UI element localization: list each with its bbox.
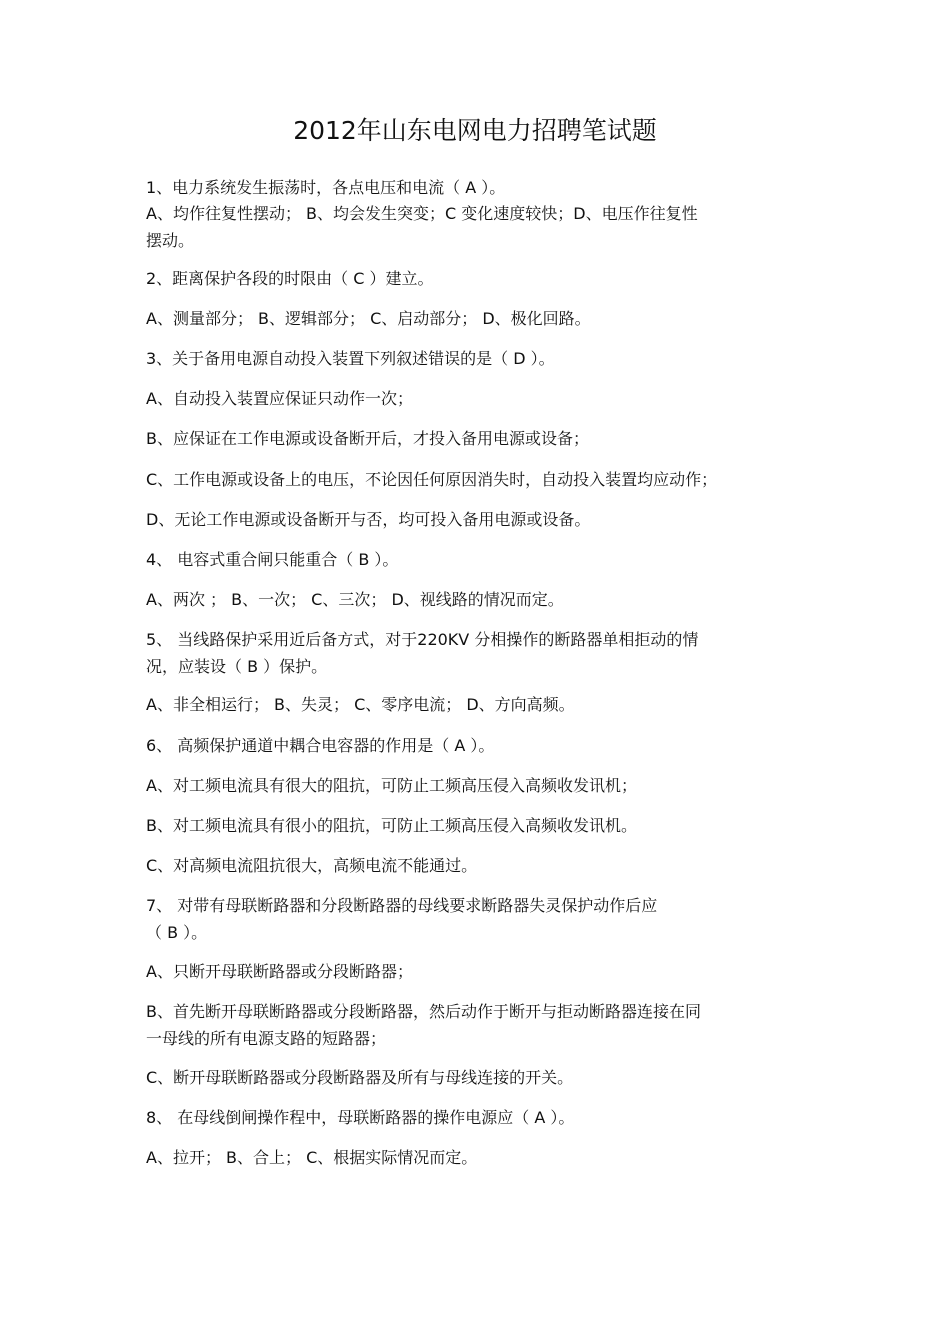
- q5-stem: 5、 当线路保护采用近后备方式，对于220KV 分相操作的断路器单相拒动的情: [146, 630, 699, 649]
- q5-options: A、非全相运行； B、失灵； C、零序电流； D、方向高频。: [146, 695, 575, 714]
- q4-options: A、两次 ； B、一次； C、三次； D、视线路的情况而定。: [146, 590, 564, 609]
- q8-stem: 8、 在母线倒闸操作程中，母联断路器的操作电源应（ A ）。: [146, 1108, 575, 1127]
- q4-stem: 4、 电容式重合闸只能重合（ B ）。: [146, 550, 399, 569]
- q1-stem: 1、电力系统发生振荡时，各点电压和电流（ A ）。: [146, 178, 506, 197]
- q7-option-c: C、断开母联断路器或分段断路器及所有与母线连接的开关。: [146, 1068, 574, 1087]
- q7-option-b-cont: 一母线的所有电源支路的短路器；: [146, 1029, 387, 1048]
- q2-stem: 2、距离保护各段的时限由（ C ）建立。: [146, 269, 434, 288]
- q1-options-cont: 摆动。: [146, 231, 195, 250]
- q5-stem-cont: 况，应装设（ B ）保护。: [146, 657, 328, 676]
- q2-options: A、测量部分； B、逻辑部分； C、启动部分； D、极化回路。: [146, 309, 591, 328]
- q3-stem: 3、关于备用电源自动投入装置下列叙述错误的是（ D ）。: [146, 349, 555, 368]
- q6-option-c: C、对高频电流阻抗很大，高频电流不能通过。: [146, 856, 478, 875]
- q7-option-a: A、只断开母联断路器或分段断路器；: [146, 962, 413, 981]
- q3-option-b: B、应保证在工作电源或设备断开后，才投入备用电源或设备；: [146, 429, 589, 448]
- document-title: 2012年山东电网电力招聘笔试题: [293, 116, 657, 145]
- q8-options: A、拉开； B、合上； C、根据实际情况而定。: [146, 1148, 478, 1167]
- q3-option-d: D、无论工作电源或设备断开与否，均可投入备用电源或设备。: [146, 510, 591, 529]
- q6-option-a: A、对工频电流具有很大的阻抗，可防止工频高压侵入高频收发讯机；: [146, 776, 637, 795]
- q7-option-b: B、首先断开母联断路器或分段断路器，然后动作于断开与拒动断路器连接在同: [146, 1002, 701, 1021]
- q7-stem: 7、 对带有母联断路器和分段断路器的母线要求断路器失灵保护动作后应: [146, 896, 658, 915]
- q3-option-a: A、自动投入装置应保证只动作一次；: [146, 389, 413, 408]
- q1-options: A、均作往复性摆动； B、均会发生突变；C 变化速度较快；D、电压作往复性: [146, 204, 698, 223]
- q3-option-c: C、工作电源或设备上的电压，不论因任何原因消失时，自动投入装置均应动作；: [146, 470, 718, 489]
- q7-stem-cont: （ B ）。: [146, 923, 208, 942]
- q6-option-b: B、对工频电流具有很小的阻抗，可防止工频高压侵入高频收发讯机。: [146, 816, 637, 835]
- q6-stem: 6、 高频保护通道中耦合电容器的作用是（ A ）。: [146, 736, 495, 755]
